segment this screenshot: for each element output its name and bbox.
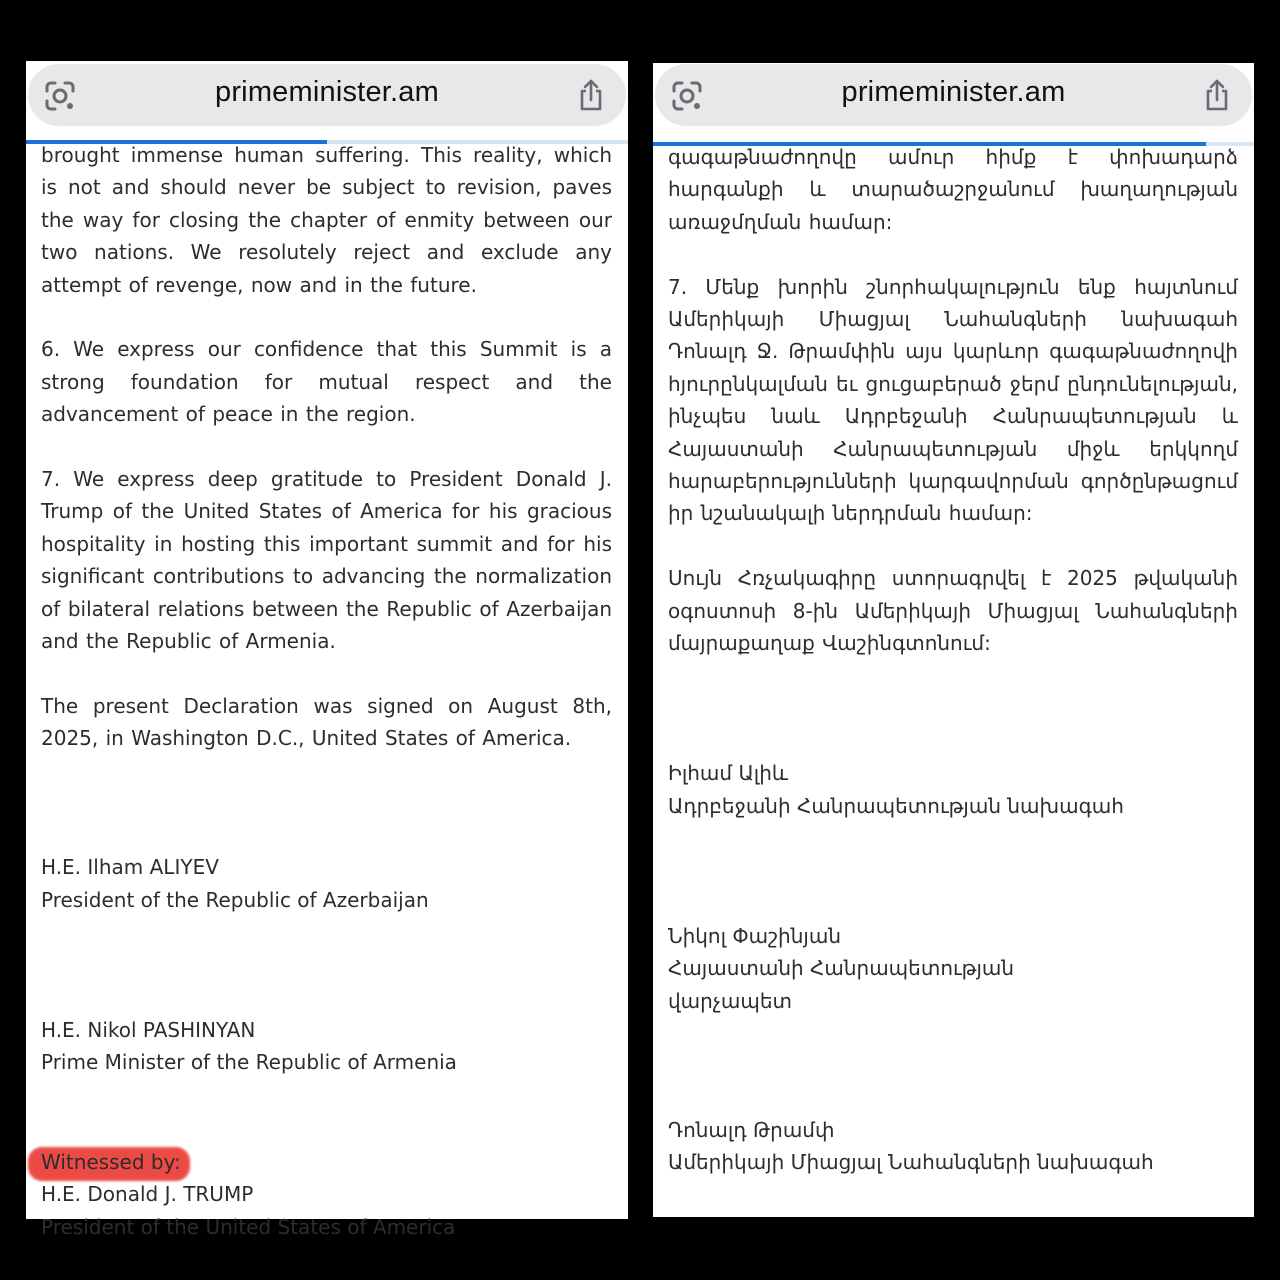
signature-block xyxy=(668,757,1238,822)
page-content xyxy=(41,139,612,1243)
witness-title: President of the United States of America xyxy=(41,1214,456,1239)
signatory-title: վարչապետ xyxy=(668,988,793,1013)
signatory-title: President of the Republic of Azerbaijan xyxy=(41,887,429,912)
page-content xyxy=(668,141,1238,1179)
signatory-title: Հայաստանի Հանրապետության xyxy=(668,956,1015,981)
signatory-name: Իլհամ Ալիև xyxy=(668,761,789,786)
screenshot-english xyxy=(26,61,628,1239)
signatory-title: Prime Minister of the Republic of Armenia xyxy=(41,1050,457,1075)
address-bar[interactable] xyxy=(28,64,626,126)
witness-label-highlighted: Witnessed by: xyxy=(41,1146,181,1178)
address-bar[interactable] xyxy=(655,64,1252,126)
signature-block xyxy=(668,1114,1238,1179)
paragraph: brought immense human suffering. This reality, which is not and should never be subject to revision, paves the way for closing the chapter of enmity between our two nations. We resolutely reject and exclude any attempt of revenge, now and in the future. xyxy=(41,143,612,297)
signatory-title: Ադրբեջանի Հանրապետության նախագահ xyxy=(668,793,1124,818)
paragraph: Սույն Հռչակագիրը ստորագրվել է 2025 թվականի օգոստոսի 8-ին Ամերիկայի Միացյալ Նահանգների մայրաքաղաք Վաշինգտոնում: xyxy=(668,566,1238,656)
signatory-name: Դոնալդ Թրամփ xyxy=(668,1117,835,1142)
signatory-title: Ամերիկայի Միացյալ Նահանգների նախագահ xyxy=(668,1150,1154,1175)
screenshot-armenian xyxy=(653,63,1254,1217)
share-icon[interactable] xyxy=(576,78,606,112)
url-text[interactable]: primeminister.am xyxy=(215,76,439,108)
signature-block xyxy=(41,1014,612,1079)
paragraph: The present Declaration was signed on August 8th, 2025, in Washington D.C., United States of America. xyxy=(41,693,612,751)
paragraph: գագաթնաժողովը ամուր հիմք է փոխադարձ հարգանքի և տարածաշրջանում խաղաղության առաջմղման համար: xyxy=(668,145,1238,234)
witness-block xyxy=(41,1146,612,1243)
paragraph: 7. Մենք խորին շնորհակալություն ենք հայտնում Ամերիկայի Միացյալ Նահանգների նախագահ Դոնալդ Ջ. Թրամփին այս կարևոր գագաթնաժողովի հյուրընկալման եւ ցուցաբերած ջերմ ընդունելության, ինչպես նաև Ադրբեջանի Հանրապետության և Հայաստանի Հանրապետության միջև երկկողմ հարաբերությունների կարգավորման գործընթացում իր նշանակալի ներդրման համար: xyxy=(668,274,1238,526)
signature-block xyxy=(41,851,612,916)
signatory-name: H.E. Nikol PASHINYAN xyxy=(41,1018,256,1043)
url-text[interactable]: primeminister.am xyxy=(841,76,1066,108)
share-icon[interactable] xyxy=(1202,78,1232,112)
witness-name: H.E. Donald J. TRUMP xyxy=(41,1182,254,1207)
paragraph: 7. We express deep gratitude to President Donald J. Trump of the United States of America for his gracious hospitality in hosting this important summit and for his significant contributions to advancing the normalization of bilateral relations between the Republic of Azerbaijan and the Republic of Armenia. xyxy=(41,467,612,654)
signatory-name: Նիկոլ Փաշինյան xyxy=(668,923,841,948)
signature-block xyxy=(668,920,1238,1017)
signatory-name: H.E. Ilham ALIYEV xyxy=(41,855,219,880)
paragraph: 6. We express our confidence that this Summit is a strong foundation for mutual respect and the advancement of peace in the region. xyxy=(41,337,612,427)
